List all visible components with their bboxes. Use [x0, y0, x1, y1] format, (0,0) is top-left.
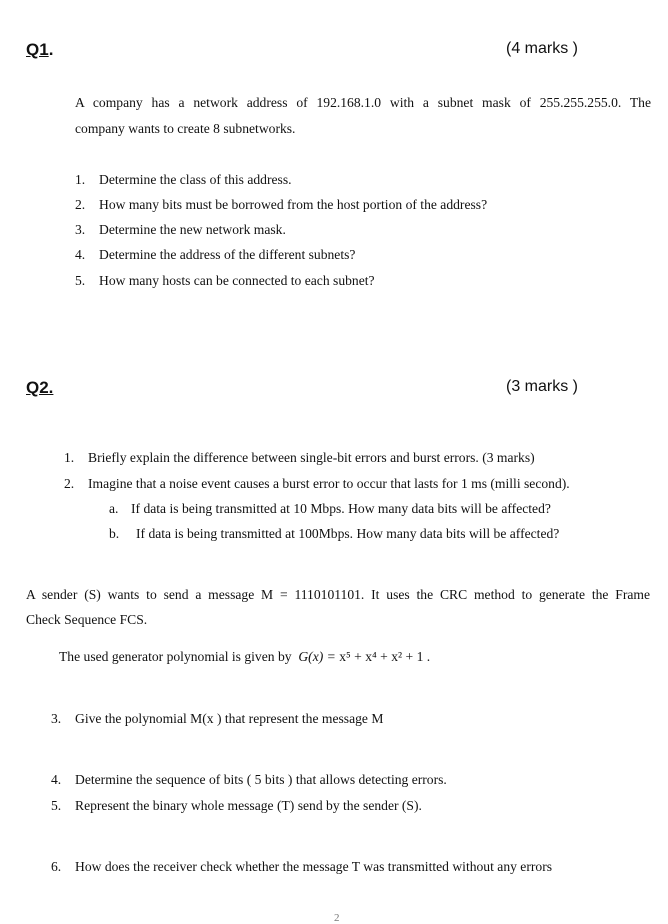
- q2-marks: (3 marks ): [506, 378, 578, 395]
- q1-intro-line2: company wants to create 8 subnetworks.: [75, 121, 296, 136]
- list-item: 5. Represent the binary whole message (T) send by the sender (S).: [51, 798, 422, 813]
- list-item: 1. Determine the class of this address.: [75, 172, 292, 187]
- q1-marks: (4 marks ): [506, 40, 578, 57]
- generator-polynomial: The used generator polynomial is given by G(x) = x⁵ + x⁴ + x² + 1 .: [59, 649, 431, 664]
- crc-intro-line2: Check Sequence FCS.: [26, 612, 148, 627]
- list-item: 1. Briefly explain the difference between single-bit errors and burst errors. (3 marks): [64, 450, 535, 465]
- crc-intro-line1: A sender (S) wants to send a message M = 1110101101. It uses the CRC method to generate the Frame: [26, 587, 650, 602]
- sub-list-item: a. If data is being transmitted at 10 Mbps. How many data bits will be affected?: [109, 501, 551, 516]
- list-item: 2. How many bits must be borrowed from the host portion of the address?: [75, 197, 488, 212]
- list-item: 3. Give the polynomial M(x ) that represent the message M: [51, 711, 384, 726]
- list-item: 4. Determine the sequence of bits ( 5 bits ) that allows detecting errors.: [51, 772, 447, 787]
- page-number: 2: [334, 912, 340, 924]
- q1-intro-line1: A company has a network address of 192.168.1.0 with a subnet mask of 255.255.255.0. The: [75, 95, 651, 110]
- list-item: 6. How does the receiver check whether the message T was transmitted without any errors: [51, 859, 553, 874]
- list-item: 5. How many hosts can be connected to each subnet?: [75, 273, 375, 288]
- sub-list-item: b. If data is being transmitted at 100Mbps. How many data bits will be affected?: [109, 526, 560, 541]
- q1-heading: Q1.: [26, 40, 54, 59]
- list-item: 3. Determine the new network mask.: [75, 222, 286, 237]
- q2-heading: Q2.: [26, 378, 54, 397]
- list-item: 2. Imagine that a noise event causes a burst error to occur that lasts for 1 ms (milli second).: [64, 476, 570, 491]
- list-item: 4. Determine the address of the different subnets?: [75, 247, 356, 262]
- polynomial-rhs: x⁵ + x⁴ + x² + 1 .: [339, 649, 431, 664]
- polynomial-lhs: G(x) =: [298, 649, 340, 664]
